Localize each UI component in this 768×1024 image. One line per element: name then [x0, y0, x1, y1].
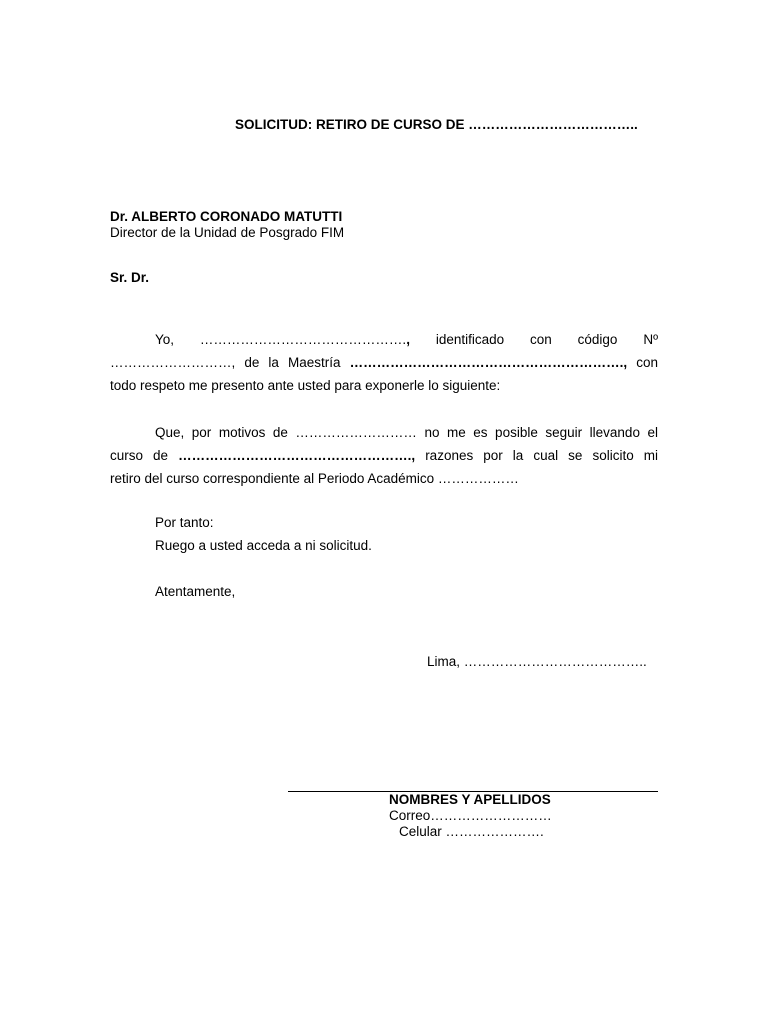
- paragraph-line: Que, por motivos de ……………………… no me es posible seguir llevando el: [155, 425, 658, 440]
- closing-therefore: Por tanto:: [155, 515, 214, 530]
- paragraph-line: retiro del curso correspondiente al Periodo Académico ………………: [110, 471, 519, 486]
- subject-line: SOLICITUD: RETIRO DE CURSO DE ………………………………..: [235, 117, 638, 132]
- signature-email: Correo………………………: [389, 808, 552, 823]
- paragraph-line: ………………………, de la Maestría ……………………………………………………., con: [110, 355, 658, 370]
- farewell: Atentamente,: [155, 584, 236, 599]
- recipient-position: Director de la Unidad de Posgrado FIM: [110, 225, 345, 240]
- recipient-name: Dr. ALBERTO CORONADO MATUTTI: [110, 209, 343, 224]
- place-date: Lima, …………………………………..: [427, 654, 647, 669]
- signature-names: NOMBRES Y APELLIDOS: [389, 792, 551, 807]
- paragraph-line: Yo, ………………………………………., identificado con código Nº: [155, 332, 658, 347]
- paragraph-line: todo respeto me presento ante usted para exponerle lo siguiente:: [110, 378, 501, 393]
- signature-phone: Celular ………………….: [399, 824, 544, 839]
- closing-request: Ruego a usted acceda a ni solicitud.: [155, 538, 372, 553]
- paragraph-line: curso de ……………………………………………., razones por la cual se solicito mi: [110, 448, 658, 463]
- salutation: Sr. Dr.: [110, 270, 150, 285]
